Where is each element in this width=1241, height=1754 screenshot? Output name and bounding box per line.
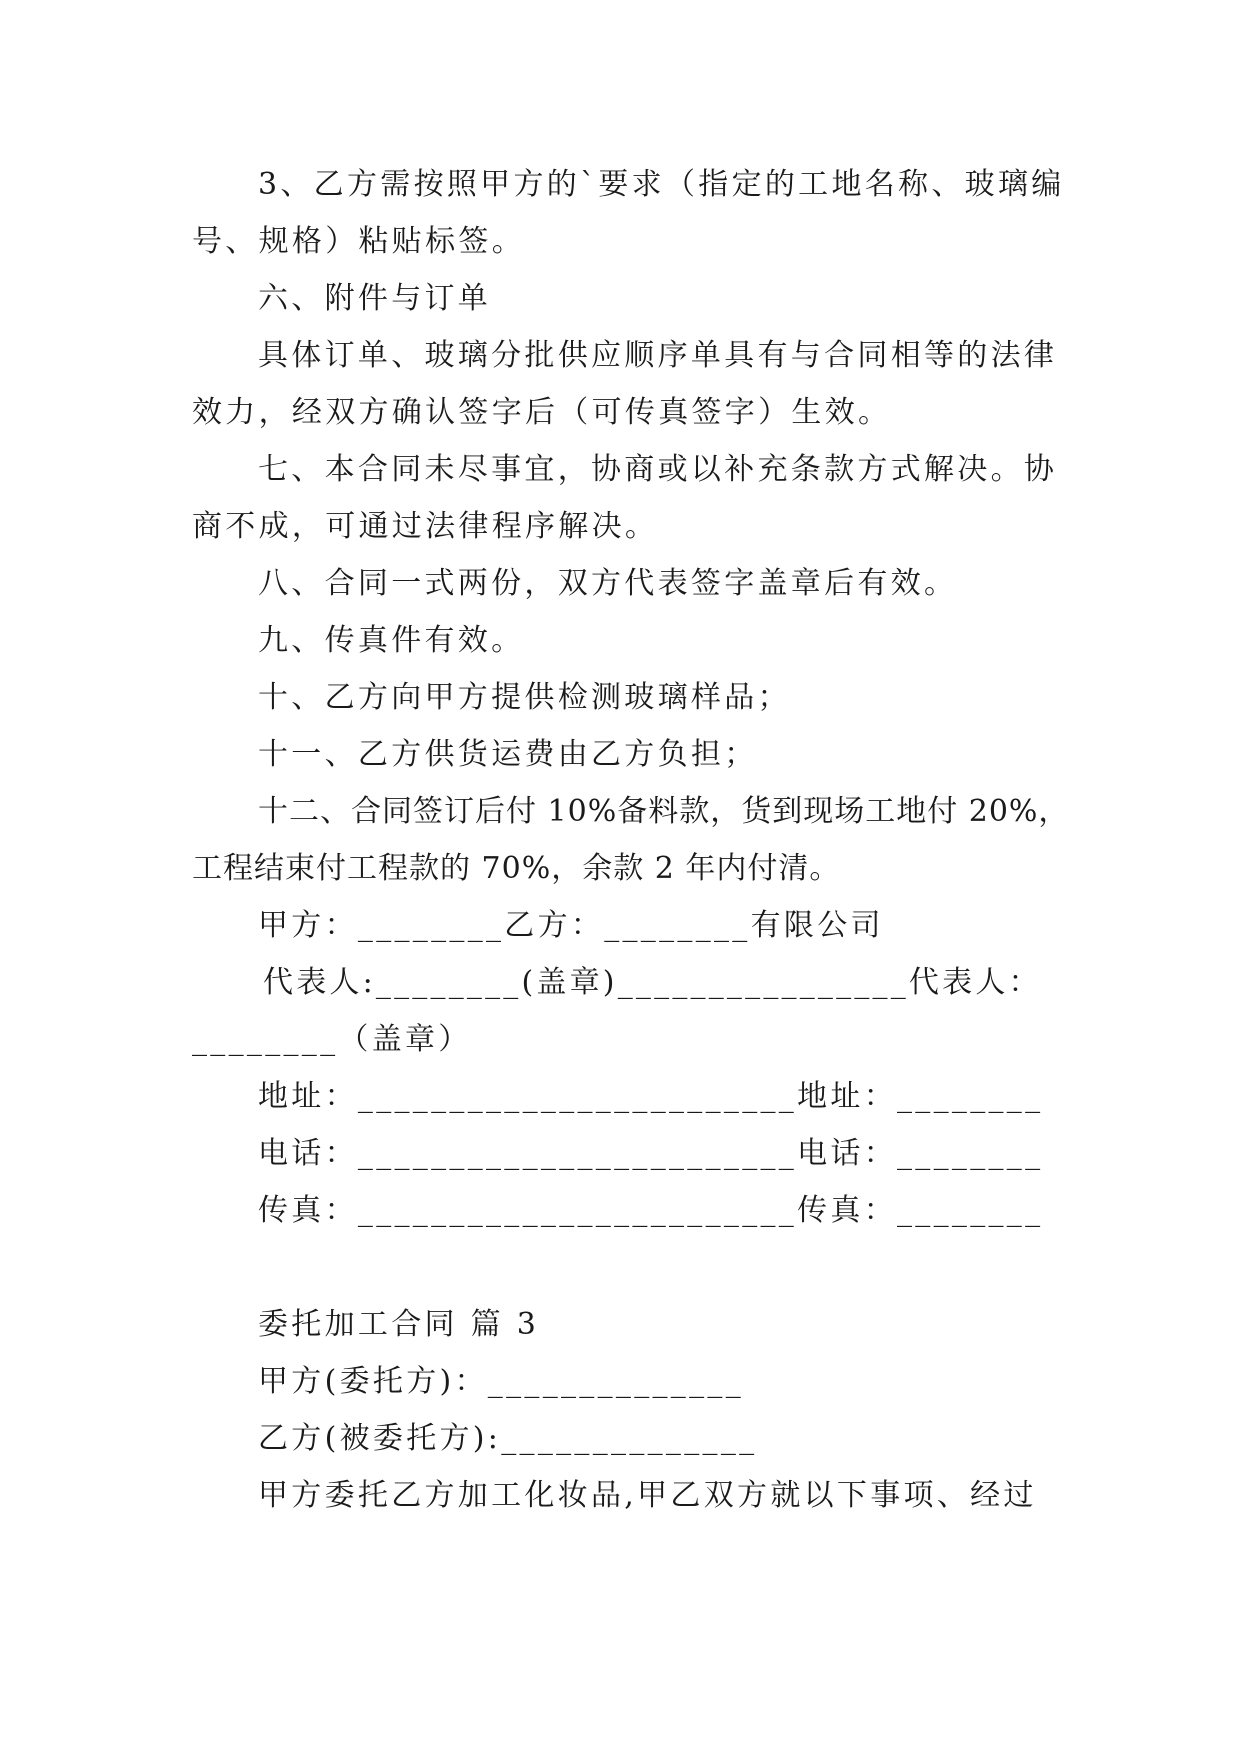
- signature-representatives: 代表人:________(盖章)________________代表人：: [263, 965, 1042, 1000]
- party-b-line: 乙方(被委托方):______________: [258, 1421, 758, 1456]
- contract-title: 委托加工合同 篇 3: [258, 1307, 540, 1342]
- section-7-line-1: 七、本合同未尽事宜，协商或以补充条款方式解决。协: [258, 452, 1058, 487]
- section-12-line-1: 十二、合同签订后付 10%备料款，货到现场工地付 20%，: [258, 794, 1070, 829]
- signature-seal: ________（盖章）: [192, 1022, 472, 1057]
- section-7-line-2: 商不成，可通过法律程序解决。: [192, 509, 659, 544]
- section-11: 十一、乙方供货运费由乙方负担；: [258, 737, 758, 772]
- phone-line: 电话：________________________电话：________: [258, 1136, 1044, 1171]
- section-6-heading: 六、附件与订单: [258, 281, 492, 316]
- section-12-line-2: 工程结束付工程款的 70%，余款 2 年内付清。: [192, 851, 841, 886]
- section-9: 九、传真件有效。: [258, 623, 525, 658]
- section-6-line-1: 具体订单、玻璃分批供应顺序单具有与合同相等的法律: [258, 338, 1058, 373]
- contract-intro-line: 甲方委托乙方加工化妆品,甲乙双方就以下事项、经过: [258, 1478, 1037, 1513]
- section-6-line-2: 效力，经双方确认签字后（可传真签字）生效。: [192, 395, 892, 430]
- clause-5-3-line-2: 号、规格）粘贴标签。: [192, 224, 525, 259]
- section-10: 十、乙方向甲方提供检测玻璃样品；: [258, 680, 791, 715]
- clause-5-3-line-1: 3、乙方需按照甲方的`要求（指定的工地名称、玻璃编: [258, 167, 1065, 202]
- party-a-line: 甲方(委托方)：______________: [258, 1364, 745, 1399]
- address-line: 地址：________________________地址：________: [258, 1079, 1044, 1114]
- fax-line: 传真：________________________传真：________: [258, 1193, 1044, 1228]
- signature-parties: 甲方：________乙方：________有限公司: [258, 908, 884, 943]
- section-8: 八、合同一式两份，双方代表签字盖章后有效。: [258, 566, 958, 601]
